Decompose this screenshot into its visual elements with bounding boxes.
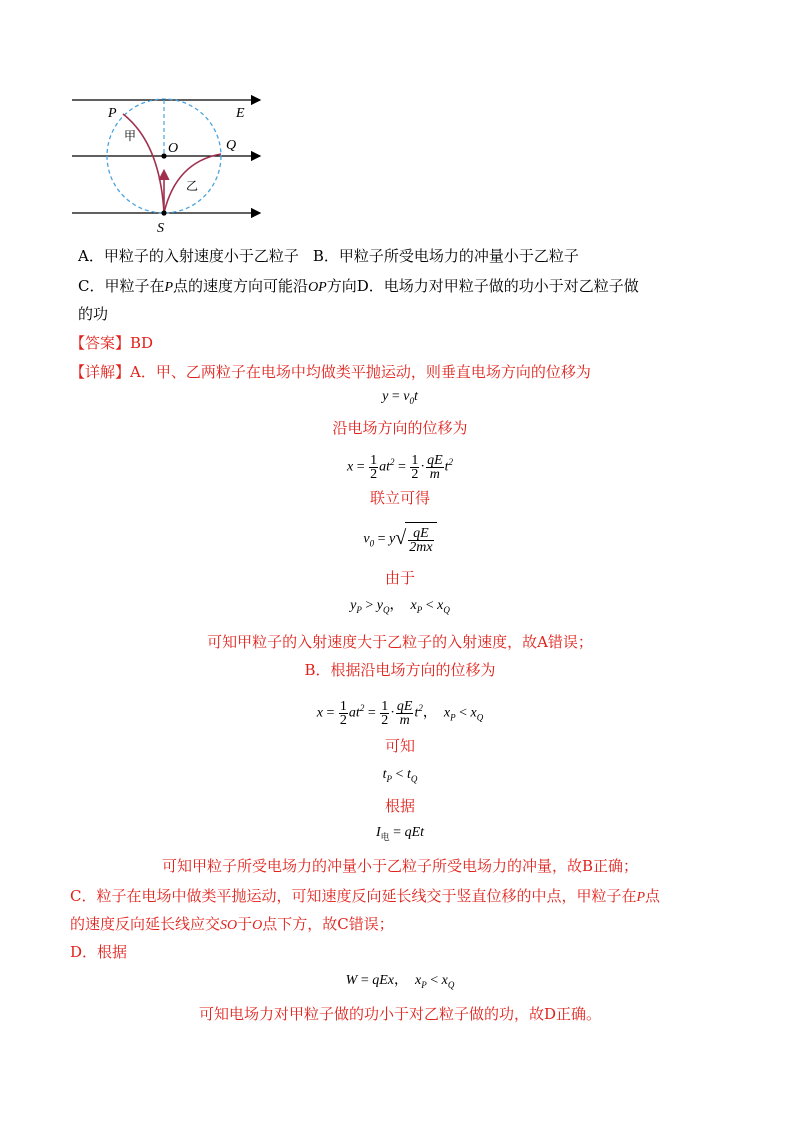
answer-label: 【答案】 [70,334,131,352]
equation-3: $v_0 = y√$ $\frac{qE}{2mx}$ [0,520,800,556]
text-because: 由于 [384,569,415,587]
option-A: A．甲粒子的入射速度小于乙粒子 [78,247,299,265]
equation-8: W = qEx， $x_P < x_Q$ [345,973,455,990]
option-row-cd [78,276,639,298]
option-D-tail: 的功 [78,305,109,323]
equation-2: x = $\frac{1}{2}$ $at^2$ = $\frac{1}{2}$ · $\frac{qE}{m}$ $t^2$ [346,452,454,482]
option-B: B．甲粒子所受电场力的冲量小于乙粒子 [312,247,579,265]
equation-1: $y = v_0t$ [382,389,418,406]
detail-label: 【详解】 [70,363,131,381]
detail-b-conclusion: 可知甲粒子所受电场力的冲量小于乙粒子所受电场力的冲量，故B正确； [161,857,639,875]
label-Q: Q [226,138,237,153]
detail-a-intro: 【详解】A．甲、乙两粒子在电场中均做类平抛运动，则垂直电场方向的位移为 [70,363,591,381]
text-combine: 联立可得 [369,489,430,507]
text-gen-ju: 根据 [384,797,415,815]
detail-a-conclusion: 可知甲粒子的入射速度大于乙粒子的入射速度，故A错误； [207,633,593,651]
detail-c-line1: C．粒子在电场中做类平抛运动，可知速度反向延长线交于竖直位移的中点，甲粒子在P点 [70,887,661,905]
label-E: E [236,106,245,121]
detail-d-conclusion: 可知电场力对甲粒子做的功小于对乙粒子做的功，故D正确。 [198,1005,602,1023]
detail-b-intro: B．根据沿电场方向的位移为 [304,661,496,679]
detail-c-line2: 的速度反向延长线应交SO于O点下方，故C错误； [70,915,394,933]
text-along-field: 沿电场方向的位移为 [332,419,468,437]
label-yi: 乙 [186,179,199,193]
option-C: C．甲粒子在P点的速度方向可能沿OP方向 [78,277,357,295]
label-P: P [108,106,117,121]
label-S: S [157,221,164,236]
equation-7: $I_电$ = qEt [375,825,425,842]
equation-6: $t_P < t_Q$ [382,767,418,784]
option-D: D．电场力对甲粒子做的功小于对乙粒子做 [356,277,639,295]
label-O: O [168,141,179,156]
point-S [161,210,166,215]
equation-5: x = $\frac{1}{2}$ $at^2$ = $\frac{1}{2}$ · $\frac{qE}{m}$ $t^2$， $x_P < x_Q$ [316,698,484,728]
text-ke-zhi: 可知 [384,737,415,755]
field-diagram [60,88,280,238]
point-O [161,153,166,158]
option-row-ab [78,246,579,266]
equation-4: $y_P > y_Q$， $x_P < x_Q$ [350,598,450,615]
label-jia: 甲 [124,129,137,143]
answer-line [70,333,153,353]
answer-value: BD [130,334,154,352]
detail-d-intro: D．根据 [70,943,128,961]
